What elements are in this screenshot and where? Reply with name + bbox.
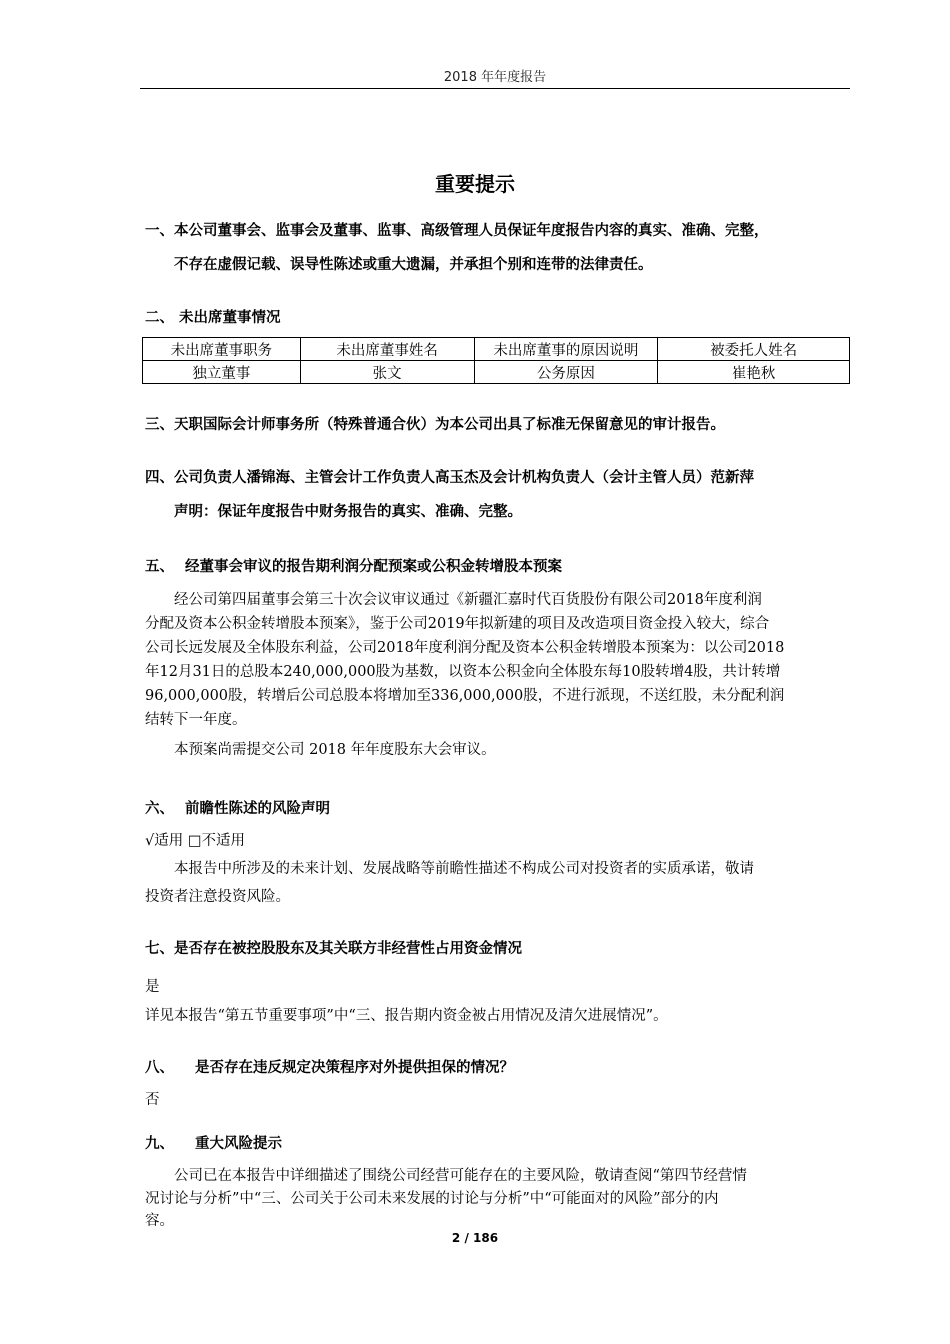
- section-4-line-2: 声明：保证年度报告中财务报告的真实、准确、完整。: [174, 504, 522, 520]
- section-6-number: 六、: [145, 801, 174, 817]
- table-cell: 公务原因: [474, 361, 658, 384]
- section-9-paragraph-line: 况讨论与分析”中“三、公司关于公司未来发展的讨论与分析”中“可能面对的风险”部分的内: [145, 1191, 719, 1207]
- section-5-note: 本预案尚需提交公司 2018 年年度股东大会审议。: [174, 742, 496, 758]
- section-3-line-1: 三、天职国际会计师事务所（特殊普通合伙）为本公司出具了标准无保留意见的审计报告。: [145, 417, 725, 433]
- section-9-paragraph-line: 公司已在本报告中详细描述了围绕公司经营可能存在的主要风险，敬请查阅“第四节经营情: [174, 1168, 747, 1184]
- section-9-paragraph-line: 容。: [145, 1213, 174, 1229]
- section-8-title: 是否存在违反规定决策程序对外提供担保的情况？: [195, 1060, 514, 1076]
- table-row: [143, 361, 850, 384]
- section-4-line-1: 四、公司负责人潘锦海、主管会计工作负责人高玉杰及会计机构负责人（会计主管人员）范新萍: [145, 470, 754, 486]
- section-7-detail: 详见本报告“第五节重要事项”中“三、报告期内资金被占用情况及清欠进展情况”。: [145, 1008, 668, 1024]
- page-number: 2 / 186: [451, 1231, 499, 1245]
- table-header-row: [143, 338, 850, 361]
- section-1-line-1: 一、本公司董事会、监事会及董事、监事、高级管理人员保证年度报告内容的真实、准确、完整，: [145, 223, 769, 239]
- section-5-paragraph-line: 年12月31日的总股本240,000,000股为基数，以资本公积金向全体股东每10股转增4股，共计转增: [145, 664, 781, 680]
- table-cell: 崔艳秋: [658, 361, 850, 384]
- section-5-paragraph-line: 结转下一年度。: [145, 712, 247, 728]
- section-5-number: 五、: [145, 559, 174, 575]
- section-5-heading: [145, 555, 562, 576]
- section-7-heading: 七、是否存在被控股股东及其关联方非经营性占用资金情况: [145, 941, 522, 957]
- applicability-options: √适用 □不适用: [145, 833, 246, 849]
- page-title: 重要提示: [435, 172, 515, 196]
- section-9-number: 九、: [145, 1136, 174, 1152]
- section-6-paragraph-line: 投资者注意投资风险。: [145, 889, 290, 905]
- table-header-cell: 未出席董事职务: [143, 338, 301, 361]
- table-header-cell: 未出席董事姓名: [300, 338, 474, 361]
- section-2-heading: 二、 未出席董事情况: [145, 310, 281, 326]
- absent-directors-table: [142, 337, 850, 384]
- section-6-paragraph-line: 本报告中所涉及的未来计划、发展战略等前瞻性描述不构成公司对投资者的实质承诺，敬请: [174, 861, 754, 877]
- section-1-line-2: 不存在虚假记载、误导性陈述或重大遗漏，并承担个别和连带的法律责任。: [174, 257, 653, 273]
- section-6-heading: [145, 797, 330, 818]
- section-7-answer: 是: [145, 979, 160, 995]
- section-5-paragraph-line: 96,000,000股，转增后公司总股本将增加至336,000,000股，不进行派现，不送红股，未分配利润: [145, 688, 785, 704]
- page-header: 2018 年年度报告: [443, 70, 547, 85]
- section-5-paragraph-line: 经公司第四届董事会第三十次会议审议通过《新疆汇嘉时代百货股份有限公司2018年度利润: [174, 592, 762, 608]
- section-9-heading: [145, 1132, 282, 1153]
- section-5-paragraph-line: 分配及资本公积金转增股本预案》，鉴于公司2019年拟新建的项目及改造项目资金投入较大，综合: [145, 616, 770, 632]
- section-8-answer: 否: [145, 1092, 160, 1108]
- table-cell: 独立董事: [143, 361, 301, 384]
- section-9-title: 重大风险提示: [195, 1136, 282, 1152]
- section-8-heading: [145, 1056, 514, 1077]
- table-header-cell: 被委托人姓名: [658, 338, 850, 361]
- section-5-paragraph-line: 公司长远发展及全体股东利益，公司2018年度利润分配及资本公积金转增股本预案为：以公司2018: [145, 640, 785, 656]
- section-6-title: 前瞻性陈述的风险声明: [185, 801, 330, 817]
- table-cell: 张文: [300, 361, 474, 384]
- header-divider: [140, 88, 850, 89]
- section-5-title: 经董事会审议的报告期利润分配预案或公积金转增股本预案: [185, 559, 562, 575]
- section-8-number: 八、: [145, 1060, 174, 1076]
- table-header-cell: 未出席董事的原因说明: [474, 338, 658, 361]
